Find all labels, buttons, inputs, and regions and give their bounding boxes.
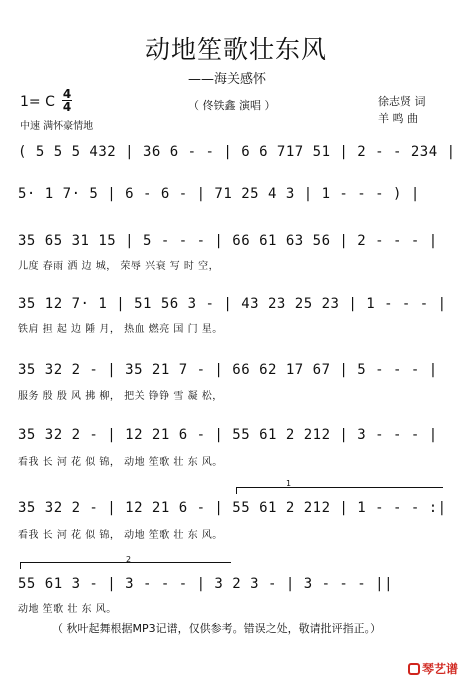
lyric-line-4: 铁肩 担 起 边 陲 月， 热血 燃亮 国 门 星。 [18,324,223,335]
site-logo [408,660,458,677]
score-line-7: 35 32 2 - | 12 21 6 - | 55 61 2 212 | 1 - - - :| [18,500,447,516]
song-title: 动地笙歌壮东风 [144,35,327,64]
key-signature: 1= C [20,94,55,110]
lyric-line-3: 儿度 春雨 洒 边 城， 荣辱 兴衰 写 时 空， [18,261,220,272]
score-line-8: 55 61 3 - | 3 - - - | 3 2 3 - | 3 - - - || [18,576,394,592]
lyric-line-8: 动地 笙歌 壮 东 风。 [18,604,117,615]
logo-text: 琴艺谱 [421,662,458,676]
score-line-6: 35 32 2 - | 12 21 6 - | 55 61 2 212 | 3 - - - | [18,427,438,443]
volta-number-2: 2 [126,555,132,564]
lyric-line-7: 看我 长 河 花 似 锦， 动地 笙歌 壮 东 风。 [18,530,223,541]
time-signature [62,88,72,113]
composer-credit: 羊 鸣 曲 [378,112,418,125]
lyricist-credit: 徐志贤 词 [378,95,426,108]
score-line-5: 35 32 2 - | 35 21 7 - | 66 62 17 67 | 5 - - - | [18,362,438,378]
song-subtitle: ——海关感怀 [188,72,267,87]
time-top: 4 [62,87,72,101]
lyric-line-6: 看我 长 河 花 似 锦， 动地 笙歌 壮 东 风。 [18,457,223,468]
score-line-2: 5· 1 7· 5 | 6 - 6 - | 71 25 4 3 | 1 - - - ) | [18,186,420,202]
score-line-3: 35 65 31 15 | 5 - - - | 66 61 63 56 | 2 - - - | [18,233,438,249]
lyric-line-5: 服务 殷 殷 风 拂 柳， 把关 铮铮 雪 凝 松， [18,391,223,402]
logo-icon [408,663,420,675]
volta-bracket-1 [236,487,443,494]
score-line-4: 35 12 7· 1 | 51 56 3 - | 43 23 25 23 | 1 - - - | [18,296,447,312]
singer-credit: （ 佟铁鑫 演唱 ） [188,99,276,112]
tempo-marking: 中速 满怀豪情地 [20,121,94,132]
score-line-1: ( 5 5 5 432 | 36 6 - - | 6 6 717 51 | 2 - - 234 | [18,144,456,160]
transcription-note: （ 秋叶起舞根据MP3记谱，仅供参考。错误之处，敬请批评指正。） [52,622,382,635]
time-bottom: 4 [62,100,72,114]
volta-number-1: 1 [286,479,292,488]
